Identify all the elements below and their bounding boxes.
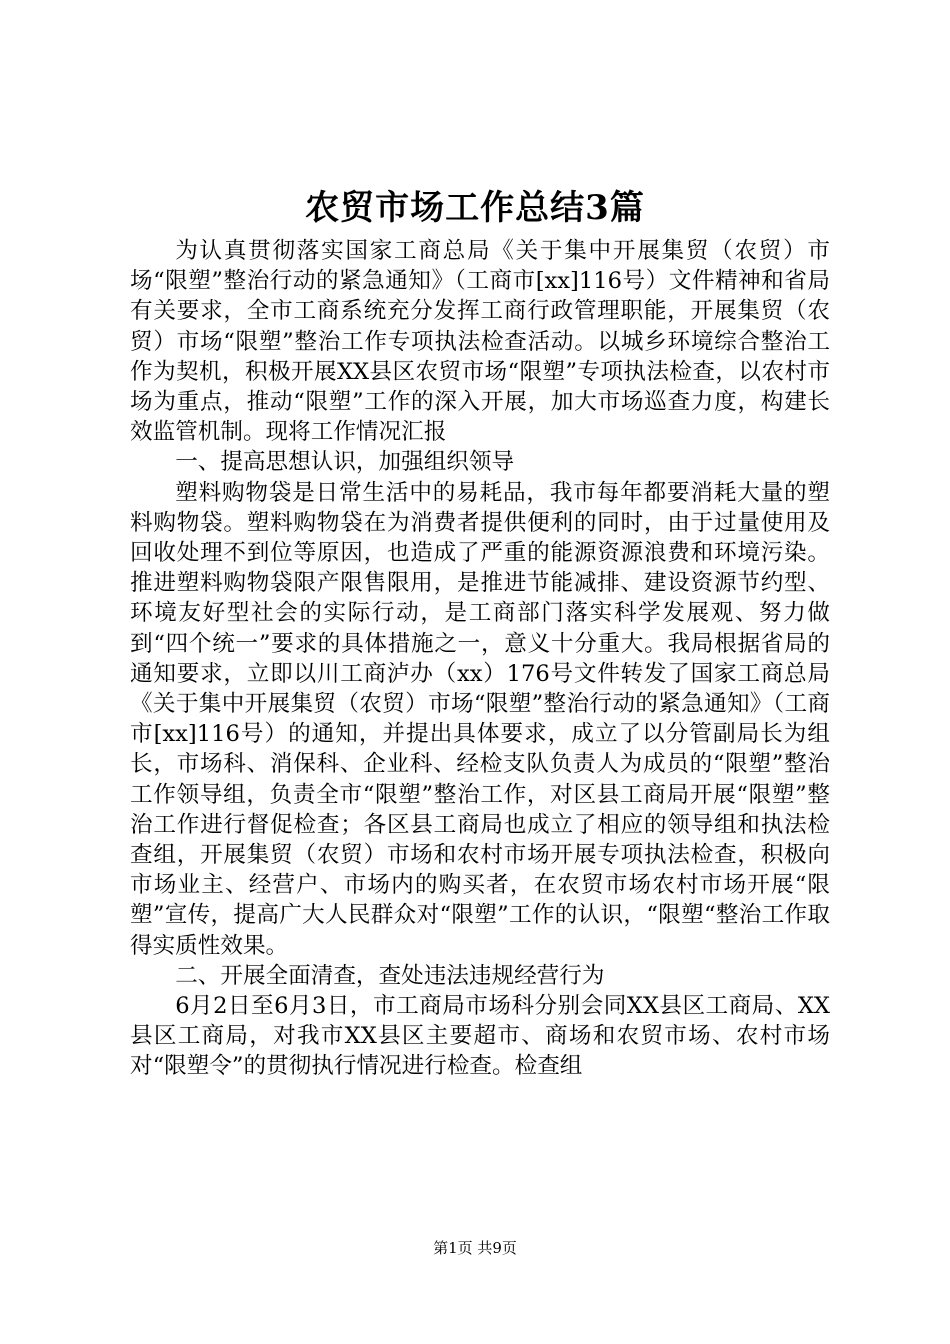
document-title: 农贸市场工作总结3篇 bbox=[305, 188, 645, 228]
section-heading-1: 一、提高思想认识，加强组织领导 bbox=[175, 449, 515, 476]
paragraph-section-2: 6月2日至6月3日，市工商局市场科分别会同XX县区工商局、XX县区工商局，对我市XX县区主要超市、商场和农贸市场、农村市场对“限塑令”的贯彻执行情况进行检查。检查组 bbox=[130, 993, 830, 1080]
section-heading-2: 二、开展全面清查，查处违法违规经营行为 bbox=[175, 962, 605, 989]
document-body bbox=[130, 236, 830, 1082]
page-number-footer: 第1页 共9页 bbox=[433, 1239, 517, 1257]
paragraph-section-1: 塑料购物袋是日常生活中的易耗品，我市每年都要消耗大量的塑料购物袋。塑料购物袋在为消费者提供便利的同时，由于过量使用及回收处理不到位等原因，也造成了严重的能源资源浪费和环境污染。推进塑料购物袋限产限售限用，是推进节能减排、建设资源节约型、环境友好型社会的实际行动，是工商部门落实科学发展观、努力做到“四个统一”要求的具体措施之一，意义十分重大。我局根据省局的通知要求，立即以川工商泸办（xx）176号文件转发了国家工商总局《关于集中开展集贸（农贸）市场“限塑”整治行动的紧急通知》（工商市[xx]116号）的通知，并提出具体要求，成立了以分管副局长为组长，市场科、消保科、企业科、经检支队负责人为成员的“限塑”整治工作领导组，负责全市“限塑”整治工作，对区县工商局开展“限塑”整治工作进行督促检查；各区县工商局也成立了相应的领导组和执法检查组，开展集贸（农贸）市场和农村市场开展专项执法检查，积极向市场业主、经营户、市场内的购买者，在农贸市场农村市场开展“限塑”宣传，提高广大人民群众对“限塑”工作的认识，“限塑“整治工作取得实质性效果。 bbox=[130, 479, 830, 959]
paragraph-intro: 为认真贯彻落实国家工商总局《关于集中开展集贸（农贸）市场“限塑”整治行动的紧急通知》（工商市[xx]116号）文件精神和省局有关要求，全市工商系统充分发挥工商行政管理职能，开展集贸（农贸）市场“限塑”整治工作专项执法检查活动。以城乡环境综合整治工作为契机，积极开展XX县区农贸市场“限塑”专项执法检查，以农村市场为重点，推动“限塑”工作的深入开展，加大市场巡查力度，构建长效监管机制。现将工作情况汇报 bbox=[130, 238, 830, 446]
